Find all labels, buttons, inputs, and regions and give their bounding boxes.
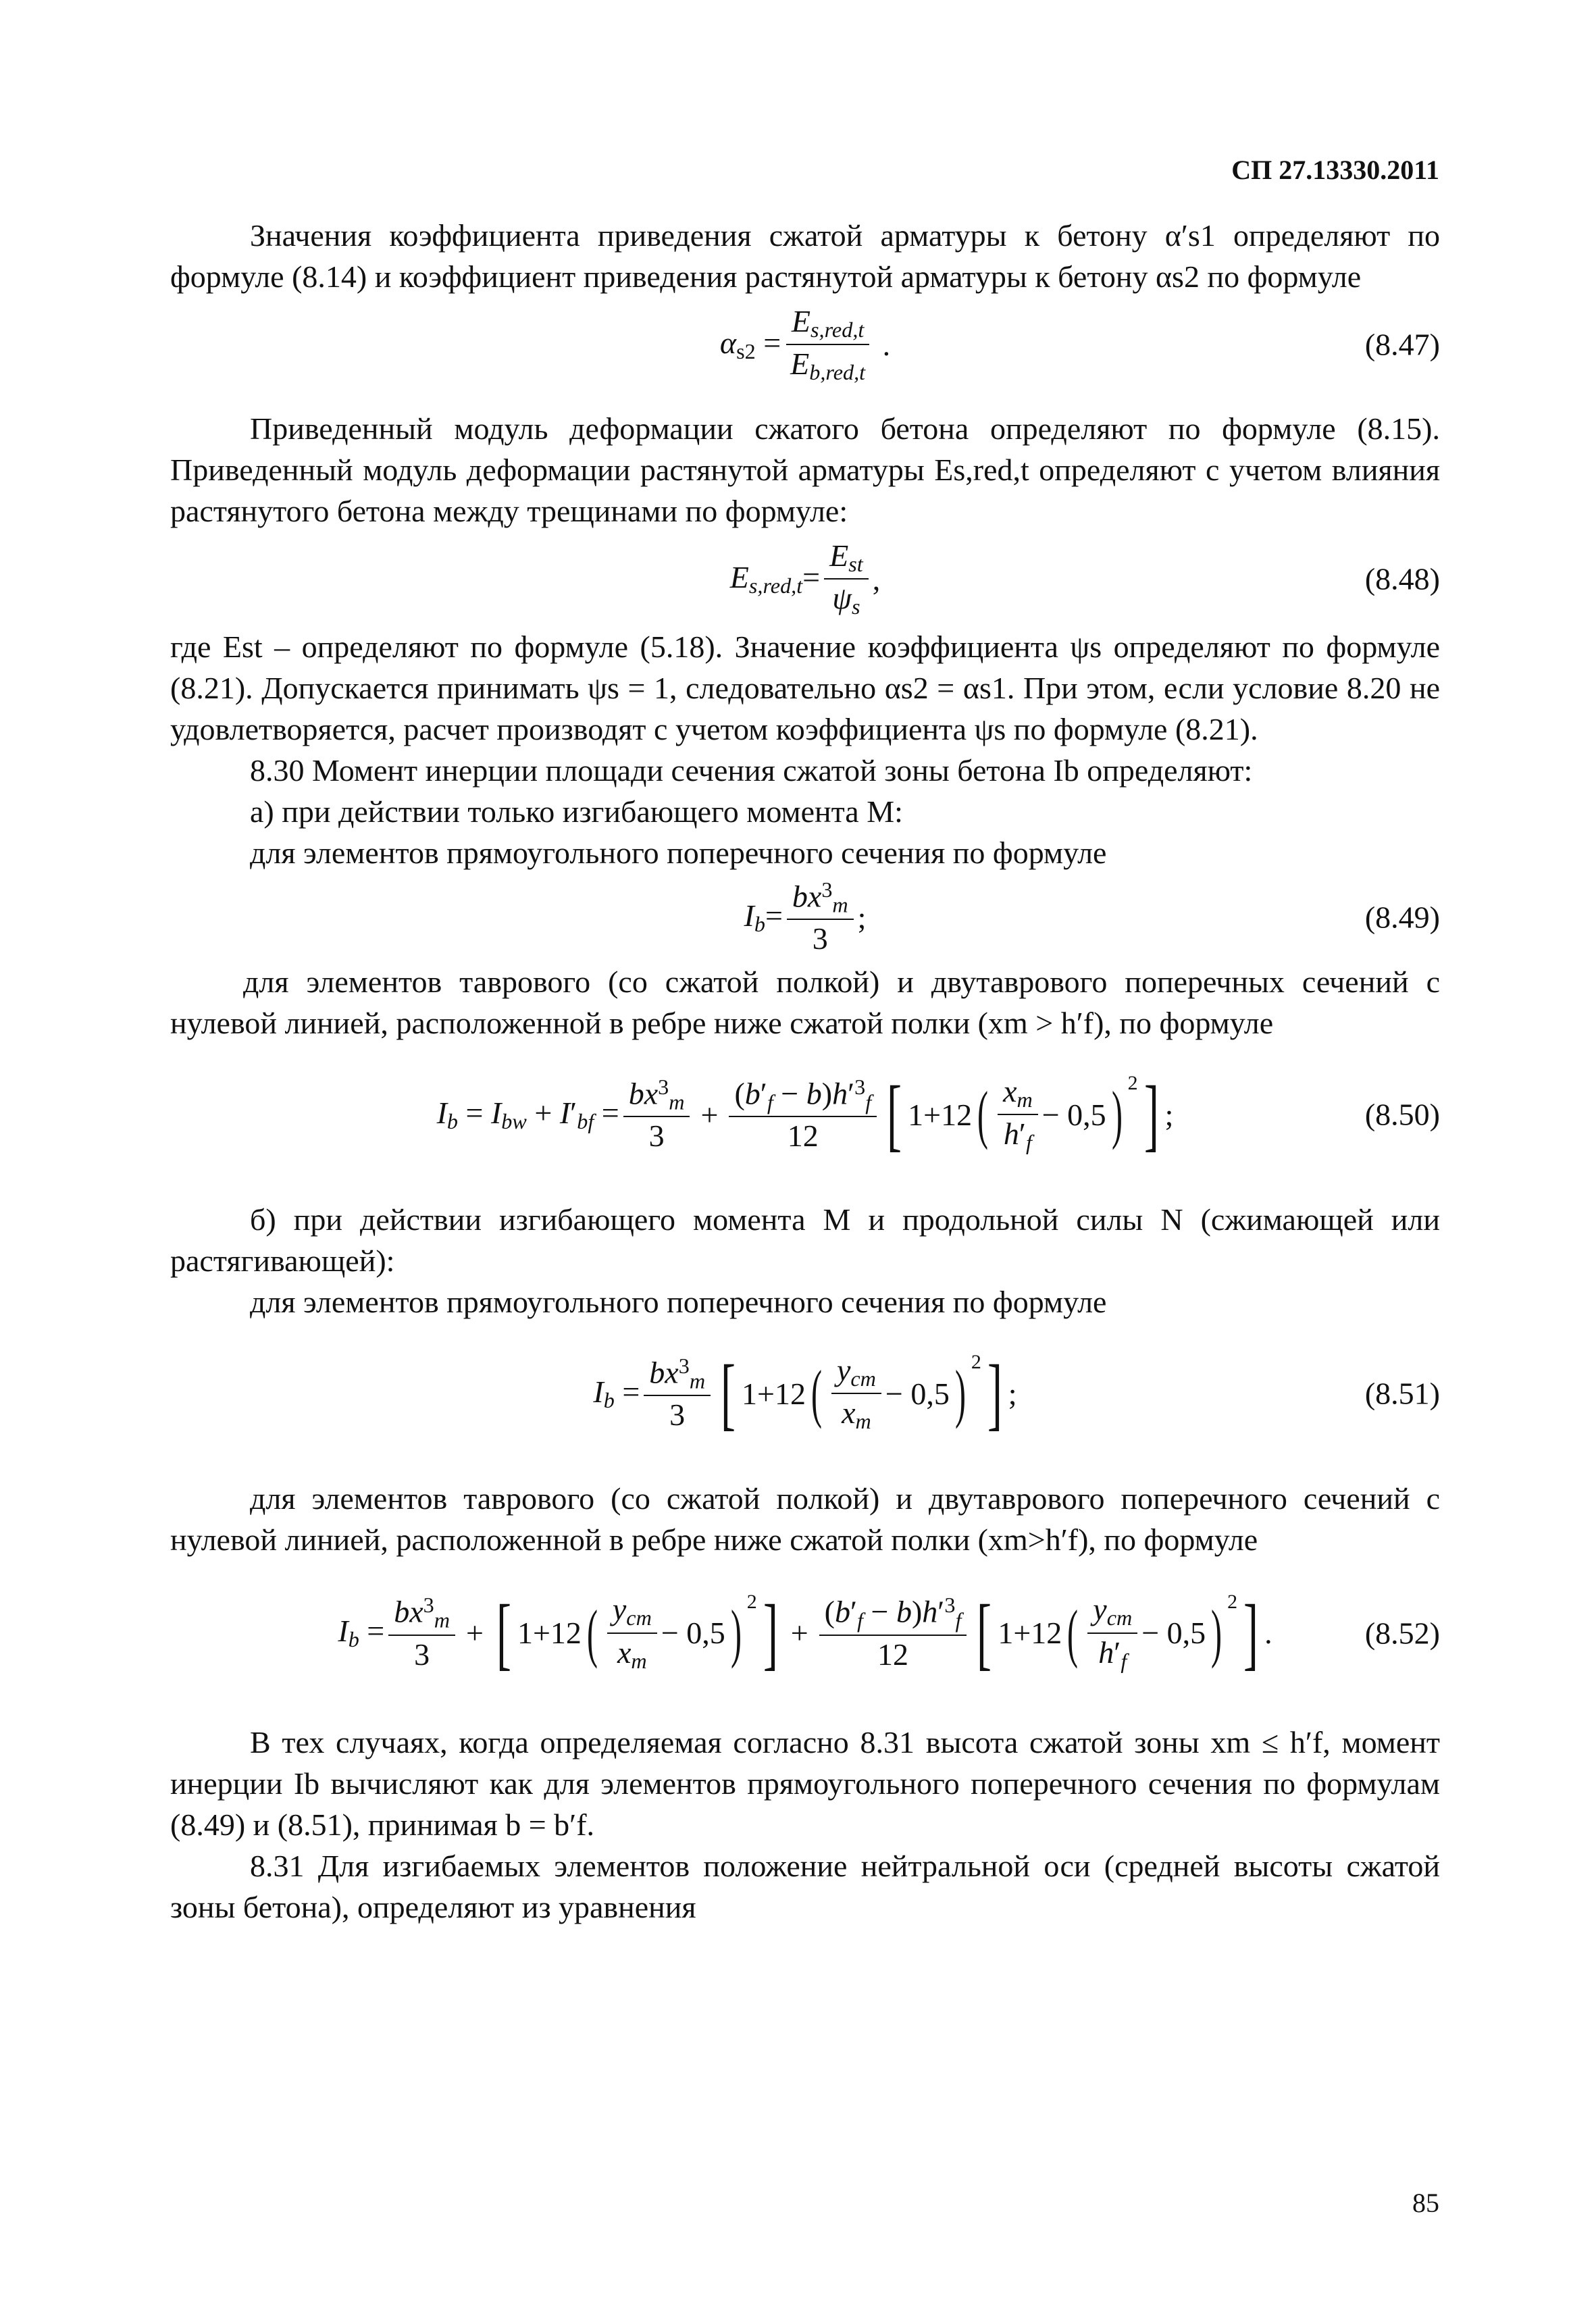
formula-8-48: $E_{s,red,t}=$ $\frac{E_{st}}{\psi_s}$ , (8.48)	[729, 538, 1440, 619]
paragraph: для элементов таврового (со сжатой полкой) и двутаврового поперечных сечений с нулевой линией, расположенной в ребре ниже сжатой полки (xm > h′f), по формуле	[170, 965, 1440, 1040]
equation-number: (8.50)	[1364, 1097, 1440, 1132]
paragraph: Приведенный модуль деформации сжатого бетона определяют по формуле (8.15). Приведенный модуль деформации растянутой арматуры Es,red,t определяют с учетом влияния растянутого бетона между трещинами по формуле:	[170, 411, 1440, 528]
paragraph: для элементов прямоугольного поперечного сечения по формуле	[250, 835, 1107, 870]
formula-8-52: $I_b$ = $\frac{bx^3_m}{3}$ + [ 1+12 ( $\frac{y_{cm}}{x_m}$ − 0,5 ) 2 ] + $\frac{(b'_f - b)h'^3_f}{12}$ [ 1+12 ( $\frac{y_{cm}}{h'_f}$ − 0,5 ) 2 ] . (8.52)	[338, 1587, 1440, 1678]
paragraph: 8.30 Момент инерции площади сечения сжатой зоны бетона Ib определяют:	[250, 753, 1253, 788]
paragraph: В тех случаях, когда определяемая согласно 8.31 высота сжатой зоны xm ≤ h′f, момент инерции Ib вычисляют как для элементов прямоугольного поперечного сечения по формулам (8.49) и (8.51), принимая b = b′f.	[170, 1725, 1440, 1842]
equation-number: (8.51)	[1364, 1376, 1440, 1411]
equation-number: (8.49)	[1364, 900, 1440, 935]
paragraph: 8.31 Для изгибаемых элементов положение нейтральной оси (средней высоты сжатой зоны бетона), определяют из уравнения	[170, 1849, 1440, 1924]
page-number: 85	[1412, 2188, 1439, 2218]
formula-8-49: $I_b=$ $\frac{bx^3_m}{3}$ ; (8.49)	[744, 877, 1440, 956]
document-code: СП 27.13330.2011	[1231, 155, 1439, 185]
paragraph: б) при действии изгибающего момента M и продольной силы N (сжимающей или растягивающей):	[170, 1202, 1440, 1278]
equation-number: (8.47)	[1364, 327, 1440, 362]
paragraph: где Est – определяют по формуле (5.18). Значение коэффициента ψs определяют по формуле (8.21). Допускается принимать ψs = 1, следовательно αs2 = αs1. При этом, если условие 8.20 не удовлетворяется, расчет производят с учетом коэффициента ψs по формуле (8.21).	[170, 629, 1440, 746]
paragraph: а) при действии только изгибающего момента M:	[250, 794, 903, 829]
page-content	[170, 215, 1440, 1928]
formula-8-50: $I_b = I_{bw} + I'_{bf}$ = $\frac{bx^3_m}{3}$ + $\frac{(b'_f - b)h'^3_f}{12}$ [ 1+12 ( $\frac{x_m}{h'_f}$ − 0,5 ) 2 ] ; (8.50)	[436, 1069, 1440, 1159]
paragraph: Значения коэффициента приведения сжатой арматуры к бетону α′s1 определяют по формуле (8.14) и коэффициент приведения растянутой арматуры к бетону αs2 по формуле	[170, 218, 1440, 294]
formula-8-51: $I_b$ = $\frac{bx^3_m}{3}$ [ 1+12 ( $\frac{y_{cm}}{x_m}$ − 0,5 ) 2 ] ; (8.51)	[593, 1348, 1440, 1438]
equation-number: (8.48)	[1364, 561, 1440, 596]
formula-8-47: $\alpha_{s2}$ = $\frac{E_{s,red,t}}{E_{b,red,t}}$ . (8.47)	[719, 303, 1440, 385]
equation-number: (8.52)	[1364, 1616, 1440, 1650]
paragraph: для элементов прямоугольного поперечного сечения по формуле	[250, 1285, 1107, 1319]
paragraph: для элементов таврового (со сжатой полкой) и двутаврового поперечного сечений с нулевой линией, расположенной в ребре ниже сжатой полки (xm>h′f), по формуле	[170, 1481, 1440, 1557]
